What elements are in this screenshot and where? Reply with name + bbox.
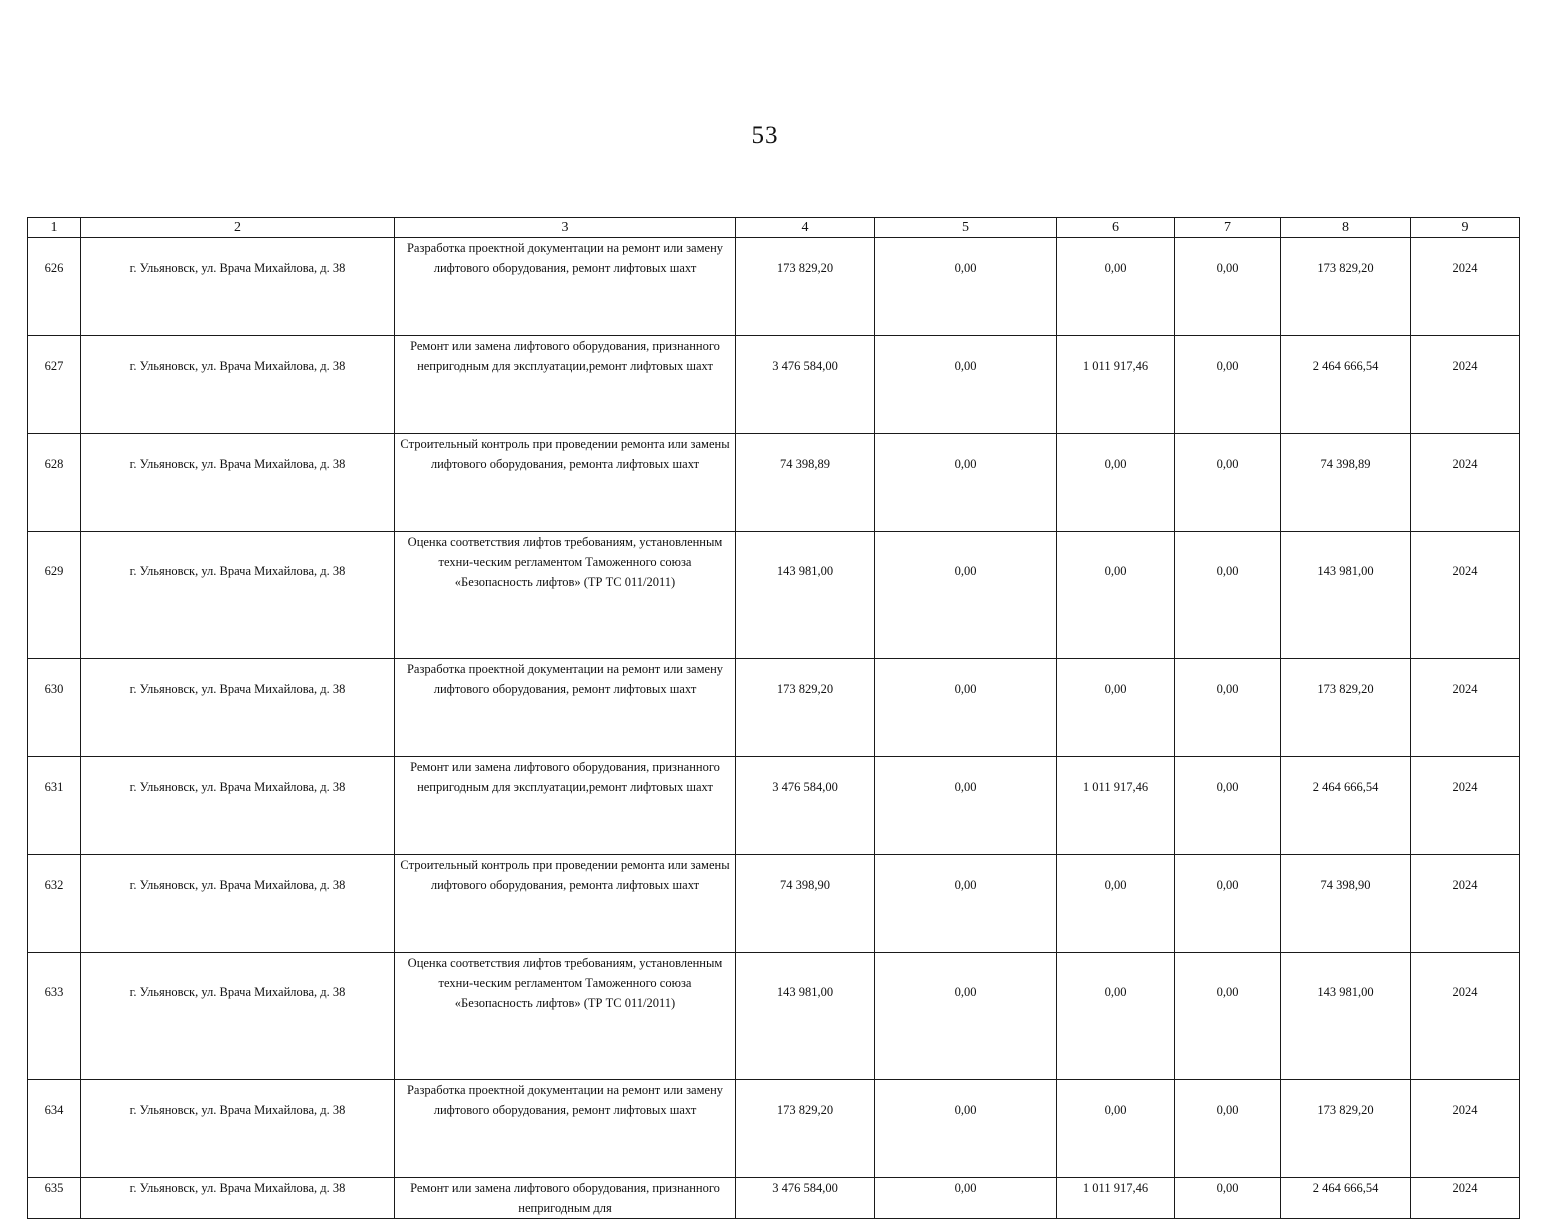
table-row	[28, 855, 1520, 953]
cell-row-number: 634	[28, 1080, 81, 1178]
cell-row-number: 631	[28, 757, 81, 855]
cell-col8: 74 398,89	[1281, 434, 1411, 532]
cell-total-cost: 143 981,00	[736, 953, 875, 1080]
cell-year: 2024	[1411, 757, 1520, 855]
cell-address: г. Ульяновск, ул. Врача Михайлова, д. 38	[81, 855, 395, 953]
cell-col5: 0,00	[875, 336, 1057, 434]
cell-col5: 0,00	[875, 1178, 1057, 1219]
cell-col5: 0,00	[875, 434, 1057, 532]
cell-col6: 1 011 917,46	[1057, 757, 1175, 855]
table-row	[28, 953, 1520, 1080]
cell-col8: 74 398,90	[1281, 855, 1411, 953]
cell-col6: 0,00	[1057, 1080, 1175, 1178]
cell-col7: 0,00	[1175, 1178, 1281, 1219]
table-row	[28, 757, 1520, 855]
cell-row-number: 627	[28, 336, 81, 434]
cell-row-number: 626	[28, 238, 81, 336]
cell-address: г. Ульяновск, ул. Врача Михайлова, д. 38	[81, 336, 395, 434]
cell-row-number: 629	[28, 532, 81, 659]
table-row	[28, 336, 1520, 434]
table-row	[28, 659, 1520, 757]
column-header: 8	[1281, 218, 1411, 238]
cell-address: г. Ульяновск, ул. Врача Михайлова, д. 38	[81, 434, 395, 532]
cell-col6: 0,00	[1057, 855, 1175, 953]
table-row	[28, 1080, 1520, 1178]
cell-col5: 0,00	[875, 855, 1057, 953]
cell-col8: 173 829,20	[1281, 238, 1411, 336]
cell-work-type: Оценка соответствия лифтов требованиям, установленным техни-ческим регламентом Таможенного союза «Безопасность лифтов» (ТР ТС 011/2011)	[395, 953, 736, 1080]
cell-year: 2024	[1411, 532, 1520, 659]
cell-col7: 0,00	[1175, 336, 1281, 434]
cell-work-type: Разработка проектной документации на ремонт или замену лифтового оборудования, ремонт лифтовых шахт	[395, 1080, 736, 1178]
cell-work-type: Разработка проектной документации на ремонт или замену лифтового оборудования, ремонт лифтовых шахт	[395, 659, 736, 757]
column-header: 1	[28, 218, 81, 238]
cell-work-type: Строительный контроль при проведении ремонта или замены лифтового оборудования, ремонта лифтовых шахт	[395, 434, 736, 532]
column-header: 5	[875, 218, 1057, 238]
cell-col7: 0,00	[1175, 855, 1281, 953]
cell-col7: 0,00	[1175, 434, 1281, 532]
cell-total-cost: 3 476 584,00	[736, 336, 875, 434]
cell-col6: 1 011 917,46	[1057, 1178, 1175, 1219]
capital-repair-table	[27, 217, 1520, 1219]
cell-work-type: Оценка соответствия лифтов требованиям, установленным техни-ческим регламентом Таможенного союза «Безопасность лифтов» (ТР ТС 011/2011)	[395, 532, 736, 659]
cell-col5: 0,00	[875, 757, 1057, 855]
cell-col6: 1 011 917,46	[1057, 336, 1175, 434]
column-header: 2	[81, 218, 395, 238]
cell-total-cost: 3 476 584,00	[736, 757, 875, 855]
cell-year: 2024	[1411, 1080, 1520, 1178]
column-header: 7	[1175, 218, 1281, 238]
cell-col8: 143 981,00	[1281, 953, 1411, 1080]
cell-col6: 0,00	[1057, 953, 1175, 1080]
cell-col7: 0,00	[1175, 532, 1281, 659]
table-row	[28, 532, 1520, 659]
cell-total-cost: 173 829,20	[736, 1080, 875, 1178]
cell-row-number: 630	[28, 659, 81, 757]
cell-work-type: Строительный контроль при проведении ремонта или замены лифтового оборудования, ремонта лифтовых шахт	[395, 855, 736, 953]
cell-address: г. Ульяновск, ул. Врача Михайлова, д. 38	[81, 532, 395, 659]
cell-work-type: Ремонт или замена лифтового оборудования, признанного непригодным для	[395, 1178, 736, 1219]
cell-work-type: Разработка проектной документации на ремонт или замену лифтового оборудования, ремонт лифтовых шахт	[395, 238, 736, 336]
cell-year: 2024	[1411, 1178, 1520, 1219]
table-row	[28, 238, 1520, 336]
cell-row-number: 628	[28, 434, 81, 532]
column-header: 3	[395, 218, 736, 238]
cell-address: г. Ульяновск, ул. Врача Михайлова, д. 38	[81, 659, 395, 757]
table-row	[28, 1178, 1520, 1219]
cell-year: 2024	[1411, 953, 1520, 1080]
cell-total-cost: 173 829,20	[736, 238, 875, 336]
cell-col8: 2 464 666,54	[1281, 336, 1411, 434]
cell-address: г. Ульяновск, ул. Врача Михайлова, д. 38	[81, 1178, 395, 1219]
cell-col6: 0,00	[1057, 434, 1175, 532]
cell-col6: 0,00	[1057, 238, 1175, 336]
cell-total-cost: 3 476 584,00	[736, 1178, 875, 1219]
cell-col7: 0,00	[1175, 1080, 1281, 1178]
cell-year: 2024	[1411, 855, 1520, 953]
page-number: 53	[751, 122, 779, 149]
cell-col8: 2 464 666,54	[1281, 1178, 1411, 1219]
cell-row-number: 633	[28, 953, 81, 1080]
cell-col6: 0,00	[1057, 532, 1175, 659]
cell-address: г. Ульяновск, ул. Врача Михайлова, д. 38	[81, 953, 395, 1080]
cell-total-cost: 74 398,90	[736, 855, 875, 953]
cell-total-cost: 143 981,00	[736, 532, 875, 659]
cell-address: г. Ульяновск, ул. Врача Михайлова, д. 38	[81, 757, 395, 855]
cell-col7: 0,00	[1175, 659, 1281, 757]
cell-year: 2024	[1411, 434, 1520, 532]
cell-total-cost: 74 398,89	[736, 434, 875, 532]
cell-year: 2024	[1411, 336, 1520, 434]
cell-col7: 0,00	[1175, 238, 1281, 336]
cell-col5: 0,00	[875, 659, 1057, 757]
cell-row-number: 632	[28, 855, 81, 953]
cell-col7: 0,00	[1175, 953, 1281, 1080]
cell-col8: 2 464 666,54	[1281, 757, 1411, 855]
cell-col8: 173 829,20	[1281, 659, 1411, 757]
cell-col7: 0,00	[1175, 757, 1281, 855]
cell-work-type: Ремонт или замена лифтового оборудования, признанного непригодным для эксплуатации,ремонт лифтовых шахт	[395, 336, 736, 434]
cell-total-cost: 173 829,20	[736, 659, 875, 757]
table-row	[28, 434, 1520, 532]
cell-col5: 0,00	[875, 532, 1057, 659]
cell-col5: 0,00	[875, 953, 1057, 1080]
cell-col5: 0,00	[875, 1080, 1057, 1178]
cell-row-number: 635	[28, 1178, 81, 1219]
cell-year: 2024	[1411, 238, 1520, 336]
column-header: 4	[736, 218, 875, 238]
cell-col5: 0,00	[875, 238, 1057, 336]
cell-col6: 0,00	[1057, 659, 1175, 757]
cell-address: г. Ульяновск, ул. Врача Михайлова, д. 38	[81, 238, 395, 336]
column-header: 6	[1057, 218, 1175, 238]
cell-address: г. Ульяновск, ул. Врача Михайлова, д. 38	[81, 1080, 395, 1178]
cell-work-type: Ремонт или замена лифтового оборудования, признанного непригодным для эксплуатации,ремонт лифтовых шахт	[395, 757, 736, 855]
cell-col8: 173 829,20	[1281, 1080, 1411, 1178]
cell-year: 2024	[1411, 659, 1520, 757]
column-header: 9	[1411, 218, 1520, 238]
cell-col8: 143 981,00	[1281, 532, 1411, 659]
header-row	[28, 218, 1520, 238]
